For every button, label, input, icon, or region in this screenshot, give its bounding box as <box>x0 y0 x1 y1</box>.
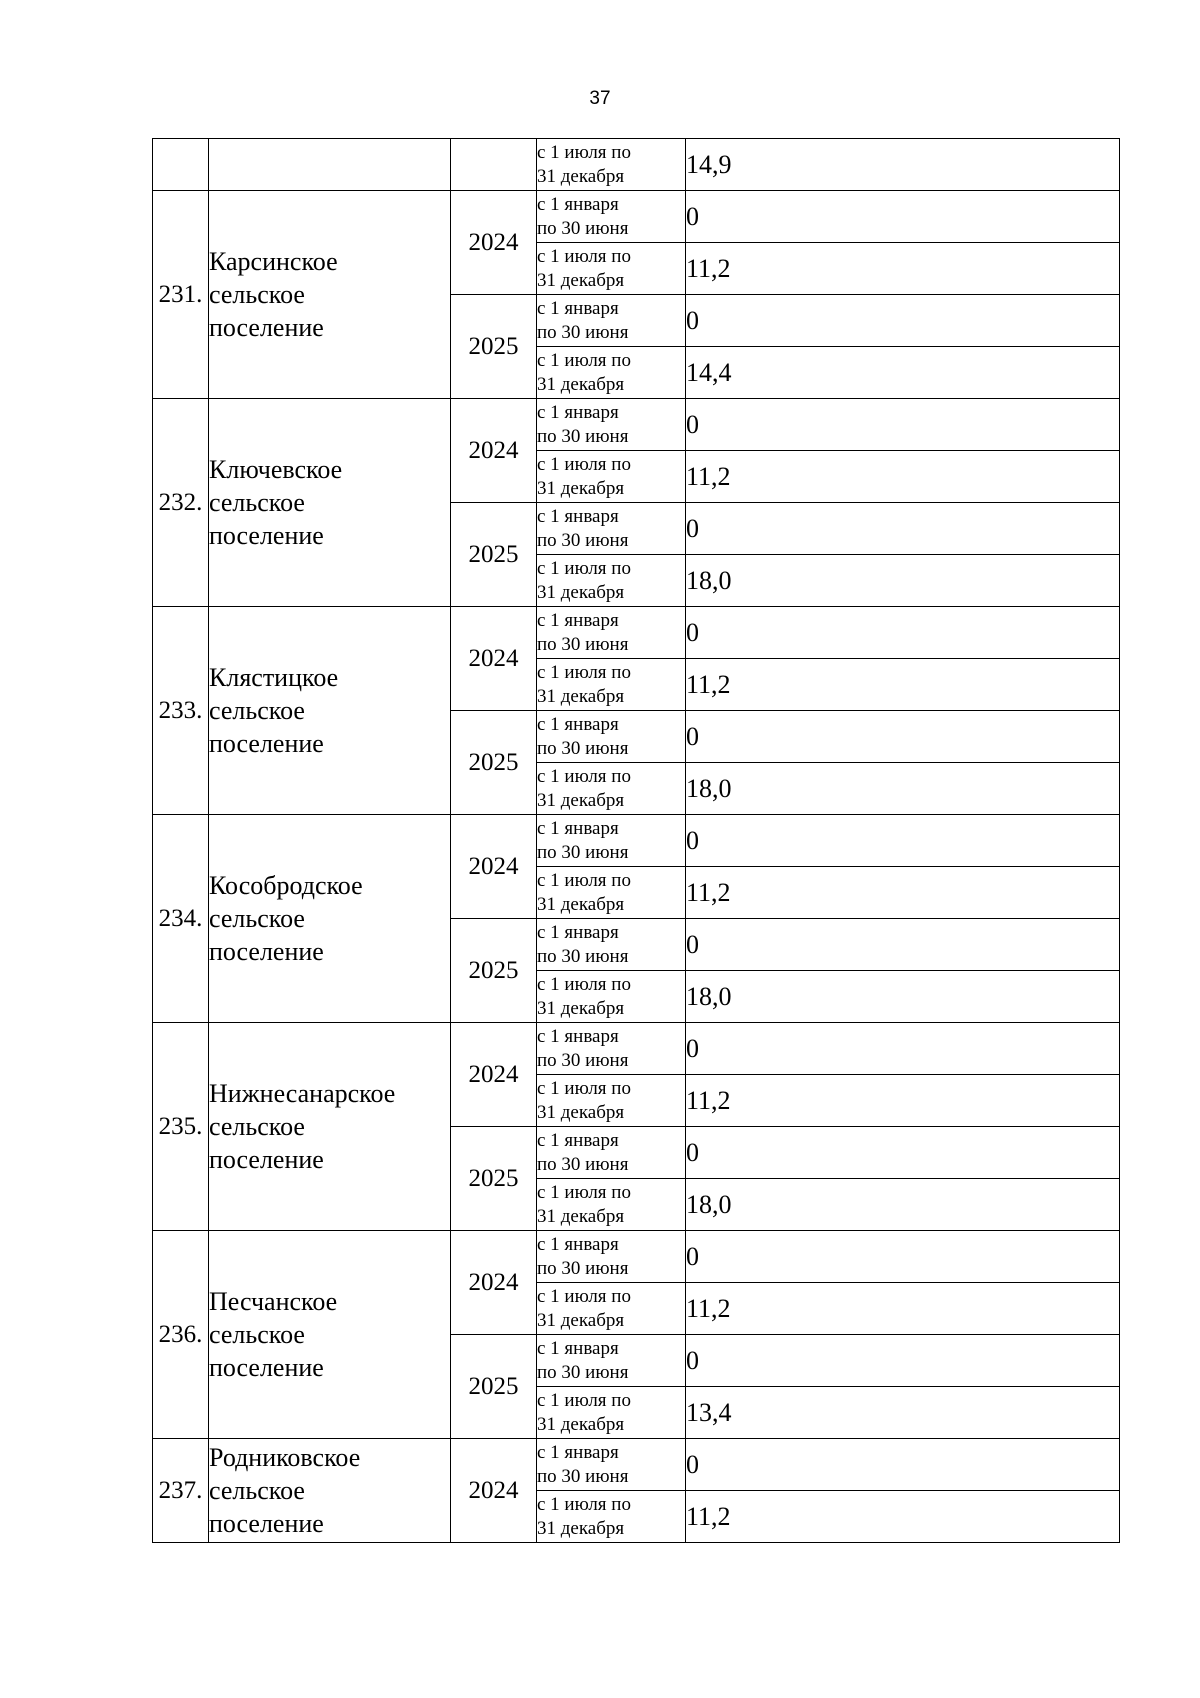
period-cell <box>537 1491 686 1543</box>
period-cell <box>537 1439 686 1491</box>
settlement-name-line: поселение <box>209 1353 324 1382</box>
period-line: по 30 июня <box>537 737 629 759</box>
value-cell: 0 <box>686 1231 1120 1283</box>
row-number-cell: 234. <box>153 815 209 1023</box>
period-cell <box>537 1231 686 1283</box>
year-cell: 2025 <box>451 295 537 399</box>
value-cell: 0 <box>686 503 1120 555</box>
settlement-name-line: сельское <box>209 488 305 517</box>
period-cell <box>537 139 686 191</box>
settlement-name-cell <box>209 815 451 1023</box>
settlement-name-line: Нижнесанарское <box>209 1079 396 1108</box>
year-cell: 2025 <box>451 1335 537 1439</box>
settlement-name-line: Карсинское <box>209 247 338 276</box>
settlement-name-line: поселение <box>209 937 324 966</box>
period-cell <box>537 1387 686 1439</box>
row-number-cell: 233. <box>153 607 209 815</box>
table-row <box>153 1439 1120 1491</box>
settlement-name-line: Родниковское <box>209 1443 361 1472</box>
row-number-cell: 232. <box>153 399 209 607</box>
value-cell: 18,0 <box>686 555 1120 607</box>
table-row <box>153 399 1120 451</box>
value-cell: 0 <box>686 815 1120 867</box>
settlement-name-line: поселение <box>209 313 324 342</box>
value-cell: 0 <box>686 919 1120 971</box>
period-line: с 1 января <box>537 817 619 839</box>
value-cell: 0 <box>686 295 1120 347</box>
year-cell: 2024 <box>451 1231 537 1335</box>
period-line: с 1 января <box>537 1025 619 1047</box>
settlement-name-cell <box>209 1023 451 1231</box>
value-cell: 0 <box>686 607 1120 659</box>
period-line: с 1 января <box>537 1441 619 1463</box>
period-cell <box>537 347 686 399</box>
period-line: с 1 июля по <box>537 1077 631 1099</box>
year-cell: 2025 <box>451 711 537 815</box>
period-cell <box>537 503 686 555</box>
value-cell: 0 <box>686 1127 1120 1179</box>
period-cell <box>537 295 686 347</box>
period-line: с 1 января <box>537 1129 619 1151</box>
value-cell: 0 <box>686 1439 1120 1491</box>
period-line: с 1 января <box>537 505 619 527</box>
period-line: с 1 июля по <box>537 557 631 579</box>
period-cell <box>537 399 686 451</box>
settlement-name-line: сельское <box>209 904 305 933</box>
period-line: 31 декабря <box>537 1517 625 1539</box>
period-line: по 30 июня <box>537 945 629 967</box>
settlement-name-cell <box>209 1231 451 1439</box>
settlement-name-line: поселение <box>209 521 324 550</box>
period-line: с 1 июля по <box>537 973 631 995</box>
period-line: 31 декабря <box>537 477 625 499</box>
period-cell <box>537 711 686 763</box>
period-line: с 1 июля по <box>537 245 631 267</box>
settlement-name-cell <box>209 191 451 399</box>
period-line: по 30 июня <box>537 633 629 655</box>
row-number-cell <box>153 139 209 191</box>
page-number: 37 <box>589 88 611 109</box>
period-cell <box>537 1023 686 1075</box>
period-cell <box>537 607 686 659</box>
period-line: с 1 июля по <box>537 765 631 787</box>
value-cell: 14,4 <box>686 347 1120 399</box>
period-line: 31 декабря <box>537 1309 625 1331</box>
settlement-name-line: сельское <box>209 280 305 309</box>
settlement-name-line: сельское <box>209 1320 305 1349</box>
period-cell <box>537 1075 686 1127</box>
period-cell <box>537 555 686 607</box>
settlements-table <box>152 138 1120 1543</box>
period-line: по 30 июня <box>537 321 629 343</box>
period-line: 31 декабря <box>537 1101 625 1123</box>
period-line: с 1 января <box>537 713 619 735</box>
settlement-name-line: Кособродское <box>209 871 363 900</box>
period-line: 31 декабря <box>537 893 625 915</box>
year-cell: 2024 <box>451 815 537 919</box>
period-cell <box>537 971 686 1023</box>
settlement-name-cell <box>209 607 451 815</box>
table-row <box>153 1023 1120 1075</box>
year-cell <box>451 139 537 191</box>
settlement-name-line: Ключевское <box>209 455 343 484</box>
period-line: по 30 июня <box>537 841 629 863</box>
settlement-name-cell <box>209 1439 451 1543</box>
period-line: 31 декабря <box>537 789 625 811</box>
period-line: по 30 июня <box>537 425 629 447</box>
value-cell: 11,2 <box>686 659 1120 711</box>
period-cell <box>537 1179 686 1231</box>
settlement-name-line: Клястицкое <box>209 663 339 692</box>
continuation-row <box>153 139 1120 191</box>
period-line: с 1 июля по <box>537 349 631 371</box>
year-cell: 2025 <box>451 1127 537 1231</box>
period-line: с 1 января <box>537 297 619 319</box>
period-line: 31 декабря <box>537 685 625 707</box>
period-line: 31 декабря <box>537 1205 625 1227</box>
period-cell <box>537 763 686 815</box>
period-cell <box>537 919 686 971</box>
period-line: с 1 января <box>537 921 619 943</box>
value-cell: 0 <box>686 711 1120 763</box>
period-cell <box>537 191 686 243</box>
period-cell <box>537 867 686 919</box>
row-number-cell: 231. <box>153 191 209 399</box>
year-cell: 2024 <box>451 1439 537 1543</box>
period-line: 31 декабря <box>537 373 625 395</box>
value-cell: 11,2 <box>686 867 1120 919</box>
period-line: 31 декабря <box>537 581 625 603</box>
value-cell: 18,0 <box>686 1179 1120 1231</box>
period-line: по 30 июня <box>537 217 629 239</box>
period-cell <box>537 1127 686 1179</box>
settlement-name-line: сельское <box>209 1112 305 1141</box>
value-cell: 11,2 <box>686 1283 1120 1335</box>
settlement-name-line: поселение <box>209 729 324 758</box>
year-cell: 2024 <box>451 1023 537 1127</box>
settlement-name-cell <box>209 139 451 191</box>
settlement-name-line: сельское <box>209 696 305 725</box>
period-line: с 1 июля по <box>537 141 631 163</box>
value-cell: 0 <box>686 399 1120 451</box>
settlements-table-body <box>153 139 1120 1543</box>
period-line: 31 декабря <box>537 165 625 187</box>
period-cell <box>537 815 686 867</box>
year-cell: 2025 <box>451 919 537 1023</box>
table-row <box>153 1231 1120 1283</box>
row-number-cell: 236. <box>153 1231 209 1439</box>
period-line: по 30 июня <box>537 1361 629 1383</box>
value-cell: 11,2 <box>686 451 1120 503</box>
period-line: с 1 января <box>537 1337 619 1359</box>
period-line: с 1 июля по <box>537 1493 631 1515</box>
period-line: по 30 июня <box>537 529 629 551</box>
settlement-name-line: поселение <box>209 1509 324 1538</box>
period-cell <box>537 1335 686 1387</box>
period-line: по 30 июня <box>537 1049 629 1071</box>
value-cell: 11,2 <box>686 1491 1120 1543</box>
period-line: с 1 июля по <box>537 1285 631 1307</box>
period-line: 31 декабря <box>537 997 625 1019</box>
period-cell <box>537 659 686 711</box>
period-line: с 1 июля по <box>537 1389 631 1411</box>
period-line: с 1 июля по <box>537 661 631 683</box>
period-line: 31 декабря <box>537 269 625 291</box>
period-line: с 1 июля по <box>537 1181 631 1203</box>
year-cell: 2025 <box>451 503 537 607</box>
row-number-cell: 237. <box>153 1439 209 1543</box>
period-line: с 1 января <box>537 609 619 631</box>
table-row <box>153 815 1120 867</box>
period-line: 31 декабря <box>537 1413 625 1435</box>
period-cell <box>537 1283 686 1335</box>
value-cell: 13,4 <box>686 1387 1120 1439</box>
period-line: по 30 июня <box>537 1153 629 1175</box>
value-cell: 18,0 <box>686 971 1120 1023</box>
period-line: с 1 января <box>537 193 619 215</box>
settlement-name-line: поселение <box>209 1145 324 1174</box>
year-cell: 2024 <box>451 607 537 711</box>
period-line: с 1 июля по <box>537 869 631 891</box>
year-cell: 2024 <box>451 399 537 503</box>
value-cell: 0 <box>686 191 1120 243</box>
value-cell: 11,2 <box>686 243 1120 295</box>
period-line: с 1 января <box>537 1233 619 1255</box>
period-line: по 30 июня <box>537 1465 629 1487</box>
period-line: по 30 июня <box>537 1257 629 1279</box>
year-cell: 2024 <box>451 191 537 295</box>
value-cell: 11,2 <box>686 1075 1120 1127</box>
period-line: с 1 января <box>537 401 619 423</box>
value-cell: 14,9 <box>686 139 1120 191</box>
period-line: с 1 июля по <box>537 453 631 475</box>
value-cell: 0 <box>686 1335 1120 1387</box>
table-row <box>153 607 1120 659</box>
settlement-name-cell <box>209 399 451 607</box>
value-cell: 0 <box>686 1023 1120 1075</box>
period-cell <box>537 451 686 503</box>
settlement-name-line: сельское <box>209 1476 305 1505</box>
table-row <box>153 191 1120 243</box>
row-number-cell: 235. <box>153 1023 209 1231</box>
period-cell <box>537 243 686 295</box>
settlement-name-line: Песчанское <box>209 1287 338 1316</box>
value-cell: 18,0 <box>686 763 1120 815</box>
